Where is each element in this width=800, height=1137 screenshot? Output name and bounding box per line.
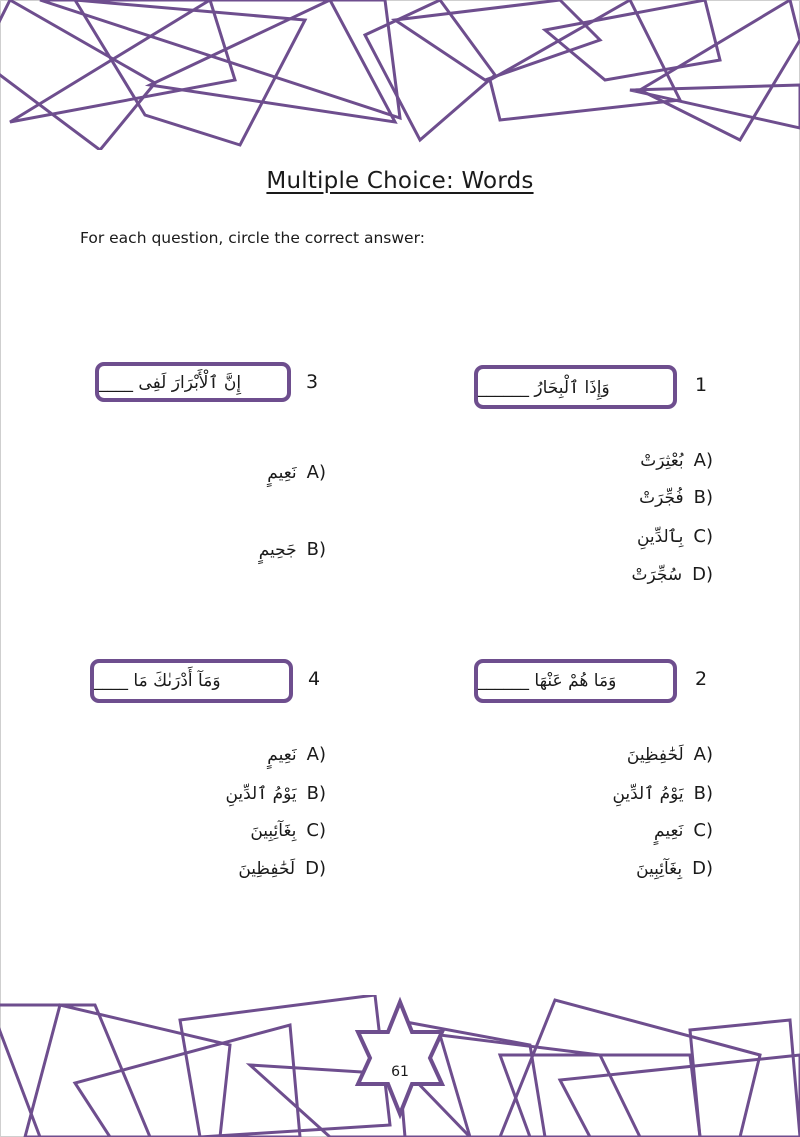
- option-text: نَعِيمٍ: [267, 463, 297, 483]
- question-4-option-c[interactable]: [250, 820, 326, 841]
- option-text: يَوْمُ ٱلدِّينِ: [612, 784, 684, 804]
- question-1-option-d[interactable]: [632, 564, 714, 585]
- question-4-box[interactable]: وَمَآ أَدْرَىٰكَ مَا ____: [90, 659, 293, 703]
- option-text: لَحَٰفِظِينَ: [238, 859, 296, 879]
- question-2-option-b[interactable]: [612, 783, 713, 804]
- option-letter: D): [305, 858, 326, 879]
- question-1-box[interactable]: وَإِذَا ٱلْبِحَارُ ______: [474, 365, 677, 409]
- option-text: بِغَآئِبِينَ: [636, 859, 683, 879]
- option-text: جَحِيمٍ: [258, 540, 297, 560]
- question-1-option-a[interactable]: [640, 450, 713, 471]
- page-number: 61: [391, 1064, 409, 1080]
- option-text: بُعْثِرَتْ: [640, 451, 684, 471]
- option-text: لَحَٰفِظِينَ: [626, 745, 684, 765]
- question-1-number: 1: [695, 374, 708, 396]
- question-1-option-c[interactable]: [637, 526, 713, 547]
- question-2-option-d[interactable]: [636, 858, 713, 879]
- option-letter: D): [692, 858, 713, 879]
- option-text: بِغَآئِبِينَ: [250, 821, 297, 841]
- option-letter: A): [306, 462, 326, 483]
- option-letter: C): [693, 820, 713, 841]
- question-2-box[interactable]: وَمَا هُمْ عَنْهَا ______: [474, 659, 677, 703]
- option-text: فُجِّرَتْ: [639, 488, 684, 508]
- question-2-option-a[interactable]: [627, 744, 713, 765]
- question-4-option-a[interactable]: [267, 744, 326, 765]
- option-letter: A): [693, 450, 713, 471]
- option-letter: A): [693, 744, 713, 765]
- question-4-option-b[interactable]: [225, 783, 326, 804]
- question-4-option-d[interactable]: [238, 858, 326, 879]
- option-letter: B): [306, 783, 326, 804]
- option-letter: C): [693, 526, 713, 547]
- question-2-option-c[interactable]: [654, 820, 713, 841]
- question-3-box[interactable]: إِنَّ ٱلْأَبْرَارَ لَفِى ____: [95, 362, 291, 402]
- option-text: نَعِيمٍ: [267, 745, 297, 765]
- top-geometric-decoration: [0, 0, 800, 150]
- option-text: نَعِيمٍ: [654, 821, 684, 841]
- question-3-option-a[interactable]: [267, 462, 326, 483]
- question-3-option-b[interactable]: [259, 539, 326, 560]
- option-text: بِٱلدِّينِ: [636, 527, 684, 547]
- option-letter: D): [692, 564, 713, 585]
- question-3-number: 3: [306, 371, 319, 393]
- question-1-option-b[interactable]: [639, 487, 713, 508]
- option-letter: A): [306, 744, 326, 765]
- option-letter: B): [693, 487, 713, 508]
- option-letter: B): [693, 783, 713, 804]
- page-title: Multiple Choice: Words: [266, 168, 534, 194]
- question-4-number: 4: [308, 668, 321, 690]
- option-text: يَوْمُ ٱلدِّينِ: [225, 784, 297, 804]
- option-text: سُجِّرَتْ: [631, 565, 683, 585]
- question-2-number: 2: [695, 668, 708, 690]
- option-letter: C): [306, 820, 326, 841]
- option-letter: B): [306, 539, 326, 560]
- instructions: For each question, circle the correct answer:: [80, 229, 425, 247]
